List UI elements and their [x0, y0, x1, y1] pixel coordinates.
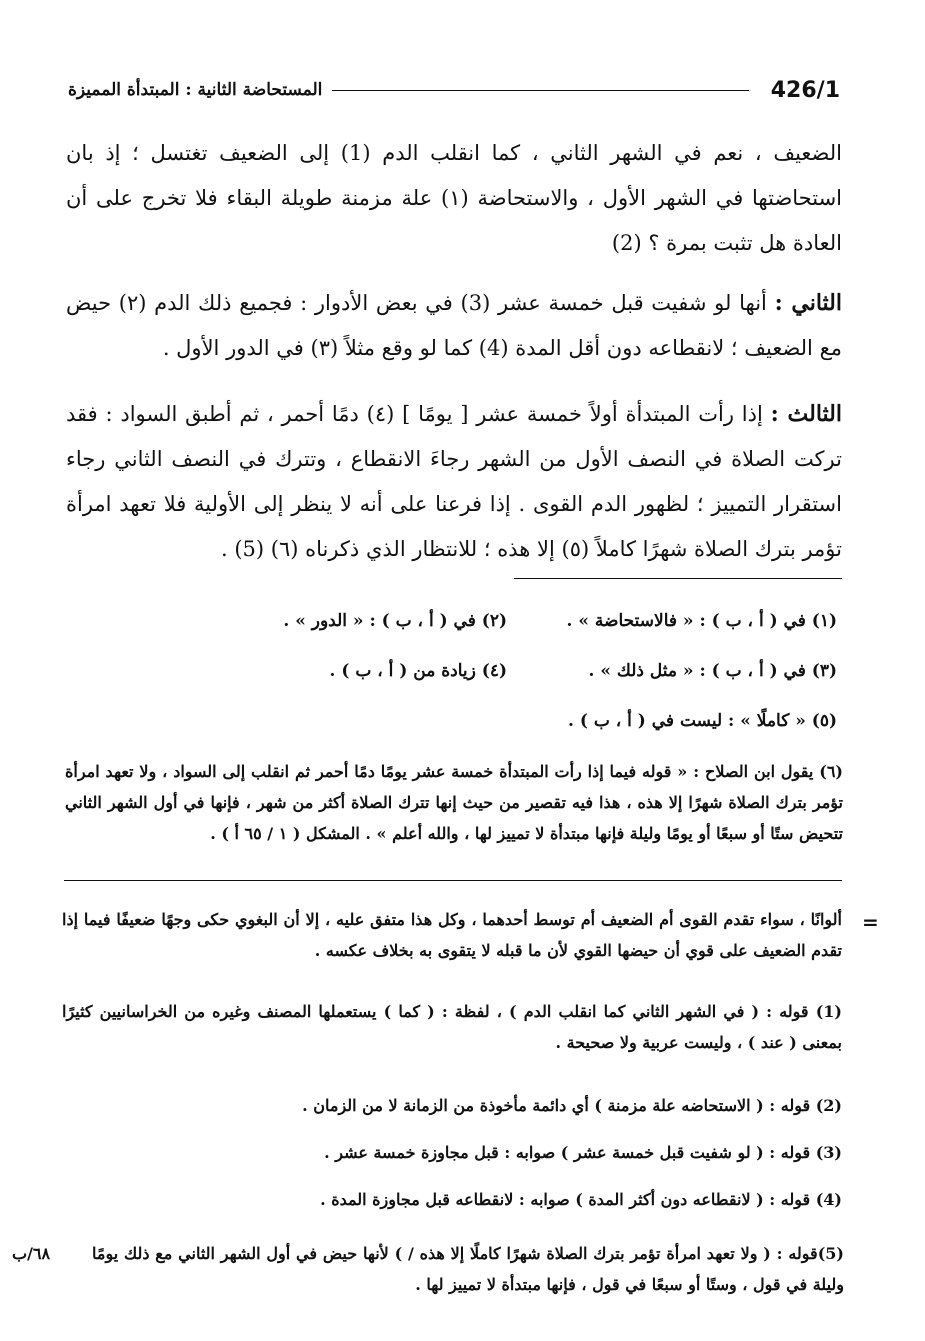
paragraph-text: أنها لو شفيت قبل خمسة عشر (3) في بعض الأدوار : فجميع ذلك الدم (٢) حيض مع الضعيف ؛ لانقطاعه دون أقل المدة (4) كما لو وقع مثلاً (٣) في الدور الأول .: [66, 291, 842, 360]
commentary-note-5: [92, 1238, 844, 1300]
commentary-text: (3) قوله : ( لو شفيت قبل خمسة عشر ) صوابه : قبل مجاوزة خمسة عشر .: [324, 1143, 842, 1162]
variant-notes: [177, 596, 837, 746]
variant-row: [177, 596, 837, 646]
header-rule: [332, 90, 748, 91]
running-title: المستحاضة الثانية : المبتدأة المميزة: [68, 80, 323, 100]
commentary-text: ألوانًا ، سواء تقدم القوى أم الضعيف أم توسط أحدهما ، وكل هذا متفق عليه ، إلا أن البغوي حكى وجهًا ضعيفًا فيما إذا تقدم الضعيف على قوي أن حيضها القوي لأن ما قبله لا يتقوى به بخلاف عكسه .: [62, 910, 842, 960]
commentary-note-1: [62, 996, 842, 1058]
footnote-6: [65, 756, 843, 849]
section-lead: الثاني :: [774, 290, 842, 316]
variant-note: (٤) زيادة من ( أ ، ب ) .: [329, 661, 507, 681]
footnote-separator: [514, 578, 842, 579]
variant-note: (١) في ( أ ، ب ) : « فالاستحاضة » .: [566, 611, 837, 631]
commentary-note-2: [62, 1090, 842, 1121]
continuation-mark: =: [862, 910, 879, 934]
variant-note: (٥) « كاملًا » : ليست في ( أ ، ب ) .: [568, 711, 837, 731]
main-paragraph-2: [66, 281, 842, 371]
main-paragraph-1: [66, 131, 842, 266]
commentary-separator: [64, 880, 842, 881]
commentary-text: (1) قوله : ( في الشهر الثاني كما انقلب الدم ) ، لفظة : ( كما ) يستعملها المصنف وغيره من الخراسانيين كثيرًا بمعنى ( عند ) ، وليست عربية ولا صحيحة .: [62, 1002, 842, 1052]
paragraph-text: الضعيف ، نعم في الشهر الثاني ، كما انقلب الدم (1) إلى الضعيف تغتسل ؛ إذ بان استحاضتها في الشهر الأول ، والاستحاضة (١) علة مزمنة طويلة البقاء فلا تخرج على أن العادة هل تثبت بمرة ؟ (2): [66, 141, 842, 255]
commentary-text: (4) قوله : ( لانقطاعه دون أكثر المدة ) صوابه : لانقطاعه قبل مجاوزة المدة .: [320, 1190, 842, 1209]
variant-note: (٢) في ( أ ، ب ) : « الدور » .: [283, 611, 507, 631]
folio-reference: ٦٨/ب: [12, 1244, 51, 1263]
variant-note: (٣) في ( أ ، ب ) : « مثل ذلك » .: [588, 661, 837, 681]
commentary-text: (5)قوله : ( ولا تعهد امرأة تؤمر بترك الصلاة شهرًا كاملًا إلا هذه / ) لأنها حيض في أول الشهر الثاني مع ذلك يومًا وليلة في قول ، وستًا أو سبعًا في قول ، فإنها مبتدأة لا تمييز لها .: [92, 1244, 844, 1294]
variant-row: [177, 696, 837, 746]
footnote-text: (٦) يقول ابن الصلاح : « قوله فيما إذا رأت المبتدأة خمسة عشر يومًا دمًا أحمر ثم انقلب إلى السواد ، ولا تعهد امرأة تؤمر بترك الصلاة شهرًا إلا هذه ، هذا فيه تقصير من حيث إنها تترك الصلاة أكثر من شهر ، فإنها في أول الشهر الثاني تتحيض ستًا أو سبعًا أو يومًا وليلة فإنها مبتدأة لا تمييز لها ، والله أعلم » . المشكل ( ١ / ٦٥ أ ) .: [65, 762, 843, 843]
paragraph-text: إذا رأت المبتدأة أولاً خمسة عشر [ يومًا ] (٤) دمًا أحمر ، ثم أطبق السواد : فقد تركت الصلاة في النصف الأول من الشهر رجاءَ الانقطاع ، وتترك في النصف الثاني رجاء استقرار التمييز ؛ لظهور الدم القوى . إذا فرعنا على أنه لا ينظر إلى الأولية فلا تعهد امرأة تؤمر بترك الصلاة شهرًا كاملاً (٥) إلا هذه ؛ للانتظار الذي ذكرناه (٦) (5) .: [66, 402, 842, 561]
page-header: [68, 72, 840, 108]
commentary-continuation: [62, 904, 842, 966]
commentary-note-3: [62, 1137, 842, 1168]
variant-row: [177, 646, 837, 696]
page-number: 426/1: [770, 77, 840, 103]
commentary-text: (2) قوله : ( الاستحاضه علة مزمنة ) أي دائمة مأخوذة من الزمانة لا من الزمان .: [302, 1096, 842, 1115]
section-lead: الثالث :: [770, 401, 842, 427]
main-paragraph-3: [66, 392, 842, 572]
commentary-note-4: [62, 1184, 842, 1215]
